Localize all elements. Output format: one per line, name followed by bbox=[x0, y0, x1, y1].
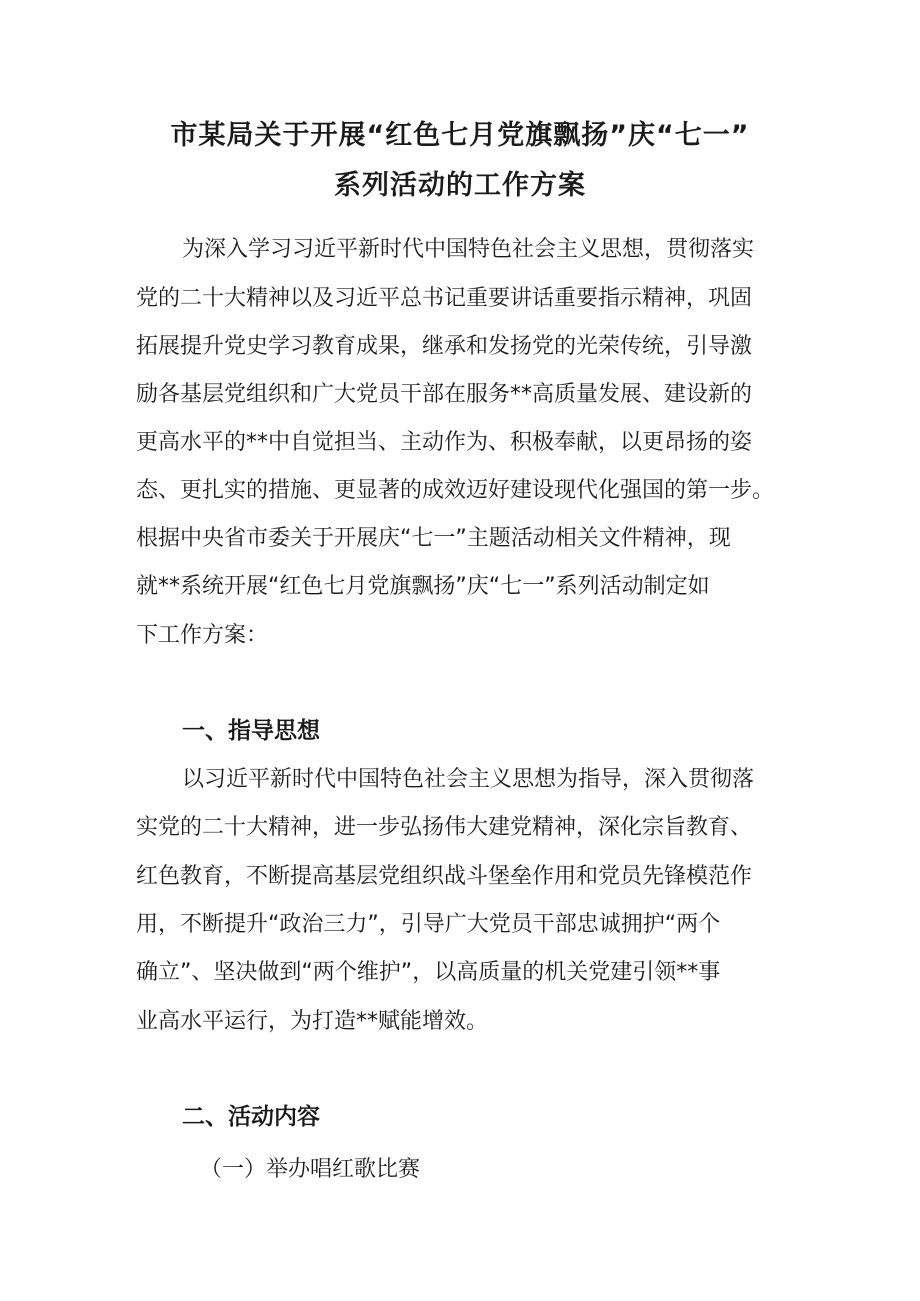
intro-line: 励各基层党组织和广大党员干部在服务**高质量发展、建设新的 bbox=[136, 382, 753, 407]
document-title-line-1: 市某局关于开展“红色七月党旗飘扬”庆“七一” bbox=[170, 120, 750, 151]
section1-line: 实党的二十大精神，进一步弘扬伟大建党精神，深化宗旨教育、 bbox=[136, 815, 753, 840]
section-heading-activity-content: 二、活动内容 bbox=[182, 1104, 320, 1130]
section1-line: 以习近平新时代中国特色社会主义思想为指导，深入贯彻落 bbox=[182, 767, 755, 792]
section1-line: 用，不断提升“政治三力”，引导广大党员干部忠诚拥护“两个 bbox=[136, 912, 721, 937]
section1-line: 业高水平运行，为打造**赋能增效。 bbox=[136, 1009, 489, 1034]
intro-line: 就**系统开展“红色七月党旗飘扬”庆“七一”系列活动制定如 bbox=[136, 574, 710, 599]
intro-line: 党的二十大精神以及习近平总书记重要讲话重要指示精神，巩固 bbox=[136, 286, 753, 311]
section1-line: 确立”、坚决做到“两个维护”，以高质量的机关党建引领**事 bbox=[136, 960, 721, 985]
intro-line: 下工作方案： bbox=[136, 623, 269, 648]
intro-line: 更高水平的**中自觉担当、主动作为、积极奉献，以更昂扬的姿 bbox=[136, 430, 753, 455]
intro-line: 态、更扎实的措施、更显著的成效迈好建设现代化强国的第一步。 bbox=[136, 478, 775, 503]
subsection-heading-red-song-contest: （一）举办唱红歌比赛 bbox=[200, 1157, 421, 1182]
intro-line: 拓展提升党史学习教育成果，继承和发扬党的光荣传统，引导激 bbox=[136, 334, 753, 359]
document-title-line-2: 系列活动的工作方案 bbox=[334, 170, 586, 201]
section-heading-guiding-ideology: 一、指导思想 bbox=[182, 718, 320, 744]
section1-line: 红色教育，不断提高基层党组织战斗堡垒作用和党员先锋模范作 bbox=[136, 864, 753, 889]
intro-line: 为深入学习习近平新时代中国特色社会主义思想，贯彻落实 bbox=[182, 237, 755, 262]
intro-line: 根据中央省市委关于开展庆“七一”主题活动相关文件精神，现 bbox=[136, 526, 731, 551]
